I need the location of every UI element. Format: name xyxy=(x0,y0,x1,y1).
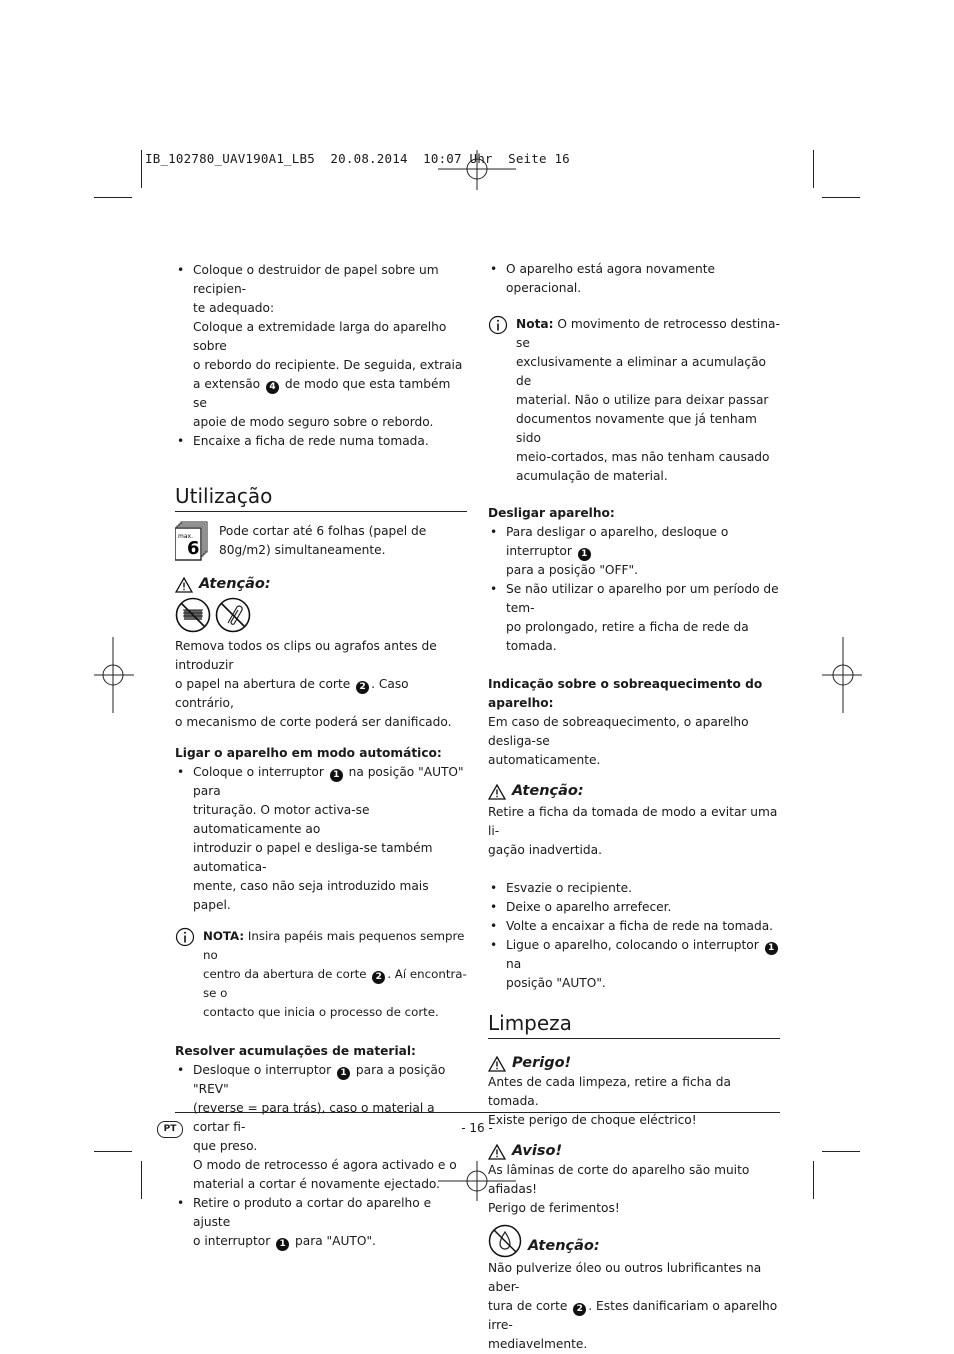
info-icon xyxy=(488,315,508,335)
note-block: NOTA: Insira papéis mais pequenos sempre no centro da abertura de corte 2 . Aí encontra-se o contacto que inicia o processo de corte. xyxy=(175,927,467,1022)
overheat-text: Em caso de sobreaquecimento, o aparelho desliga-se automaticamente. xyxy=(488,715,749,767)
crop-mark xyxy=(822,197,860,198)
list-item: • Coloque o interruptor 1 na posição "AUTO" para trituração. O motor activa-se automaticamente ao introduzir o papel e desliga-se também automatica- mente, caso não seja introduzido mais papel. xyxy=(175,763,467,915)
warning-triangle-icon xyxy=(488,784,506,800)
right-column xyxy=(488,260,780,1354)
warning-text: Retire a ficha da tomada de modo a evitar uma li- gação inadvertida. xyxy=(488,805,778,857)
warning-heading: Atenção: xyxy=(175,575,467,594)
warning-heading: Atenção: xyxy=(488,1224,780,1258)
svg-text:6: 6 xyxy=(187,538,200,559)
section-rule xyxy=(175,511,467,512)
registration-mark-right xyxy=(822,637,862,713)
list-item: • Retire o produto a cortar do aparelho e ajuste o interruptor 1 para "AUTO". xyxy=(175,1194,467,1251)
crop-mark xyxy=(822,1151,860,1152)
part-number-badge: 1 xyxy=(765,942,778,955)
part-number-badge: 2 xyxy=(573,1303,586,1316)
part-number-badge: 2 xyxy=(372,971,385,984)
part-number-badge: 1 xyxy=(276,1238,289,1251)
crop-mark xyxy=(813,1161,814,1199)
left-column xyxy=(175,261,467,1251)
list-item: • Deixe o aparelho arrefecer. xyxy=(488,898,780,917)
danger-text: Antes de cada limpeza, retire a ficha da tomada. Existe perigo de choque eléctrico! xyxy=(488,1075,731,1127)
print-header: IB_102780_UAV190A1_LB5 20.08.2014 10:07 Uhr Seite 16 xyxy=(145,151,570,166)
prohibition-icons xyxy=(175,597,467,633)
list-item: • Se não utilizar o aparelho por um período de tem- po prolongado, retire a ficha de rede da tomada. xyxy=(488,580,780,656)
registration-mark-left xyxy=(94,637,134,713)
warning-triangle-icon xyxy=(488,1056,506,1072)
list-item: • Desloque o interruptor 1 para a posição "REV" (reverse = para trás), caso o material a cortar fi- que preso. O modo de retrocesso é agora activado e o material a cortar é novamente ejectado. xyxy=(175,1061,467,1194)
crop-mark xyxy=(141,1161,142,1199)
list-item: • Volte a encaixar a ficha de rede na tomada. xyxy=(488,917,780,936)
footer-rule xyxy=(175,1112,780,1113)
notice-text: As lâminas de corte do aparelho são muito afiadas! Perigo de ferimentos! xyxy=(488,1163,750,1215)
note-block: Nota: O movimento de retrocesso destina-se exclusivamente a eliminar a acumulação de material. Não o utilize para deixar passar documentos novamente que já tenham sido meio-cortados, mas não tenham causado acumulação de material. xyxy=(488,315,780,486)
section-title-utilizacao: Utilização xyxy=(175,484,273,508)
crop-mark xyxy=(94,197,132,198)
page-number: - 16 - xyxy=(461,1121,493,1135)
list-item: • Encaixe a ficha de rede numa tomada. xyxy=(175,432,467,451)
list-item: • Ligue o aparelho, colocando o interruptor 1 na posição "AUTO". xyxy=(488,936,780,993)
part-number-badge: 1 xyxy=(330,769,343,782)
notice-heading: Aviso! xyxy=(488,1142,780,1161)
svg-text:max.: max. xyxy=(178,533,193,540)
subheading-resolver: Resolver acumulações de material: xyxy=(175,1044,416,1058)
list-item: • O aparelho está agora novamente operacional. xyxy=(488,260,780,298)
crop-mark xyxy=(813,150,814,188)
list-item: • Esvazie o recipiente. xyxy=(488,879,780,898)
max-sheets-icon xyxy=(175,521,209,561)
warning-heading: Atenção: xyxy=(488,782,780,801)
max-sheets-note: max. 6 Pode cortar até 6 folhas (papel de 80g/m2) simultaneamente. xyxy=(175,521,467,561)
subheading-desligar: Desligar aparelho: xyxy=(488,506,615,520)
oil-warning-text: Não pulverize óleo ou outros lubrificantes na aber- tura de corte 2 . Estes danificariam o aparelho irre- mediavelmente. xyxy=(488,1261,778,1351)
subheading-ligar: Ligar o aparelho em modo automático: xyxy=(175,746,442,760)
info-icon xyxy=(175,927,195,947)
crop-mark xyxy=(141,150,142,188)
part-number-badge: 1 xyxy=(337,1067,350,1080)
section-title-limpeza: Limpeza xyxy=(488,1011,572,1035)
list-item: • Para desligar o aparelho, desloque o interruptor 1 para a posição "OFF". xyxy=(488,523,780,580)
no-oil-icon xyxy=(488,1224,522,1258)
crop-mark xyxy=(94,1151,132,1152)
no-clips-icon xyxy=(215,597,251,633)
list-item: • Coloque o destruidor de papel sobre um recipien- te adequado: Coloque a extremidade larga do aparelho sobre o rebordo do recipiente. De seguida, extraia a extensão 4 de modo que esta também se apoie de modo seguro sobre o rebordo. xyxy=(175,261,467,432)
part-number-badge: 1 xyxy=(578,548,591,561)
no-staples-icon xyxy=(175,597,211,633)
subheading-sobreaquecimento: Indicação sobre o sobreaquecimento do aparelho: xyxy=(488,677,763,710)
part-number-badge: 4 xyxy=(266,381,279,394)
clips-warning-text: Remova todos os clips ou agrafos antes de introduzir o papel na abertura de corte 2 . Caso contrário, o mecanismo de corte poderá ser danificado. xyxy=(175,639,452,729)
part-number-badge: 2 xyxy=(356,681,369,694)
danger-heading: Perigo! xyxy=(488,1054,780,1073)
warning-triangle-icon xyxy=(488,1144,506,1160)
warning-triangle-icon xyxy=(175,577,193,593)
language-badge: PT xyxy=(157,1121,183,1138)
